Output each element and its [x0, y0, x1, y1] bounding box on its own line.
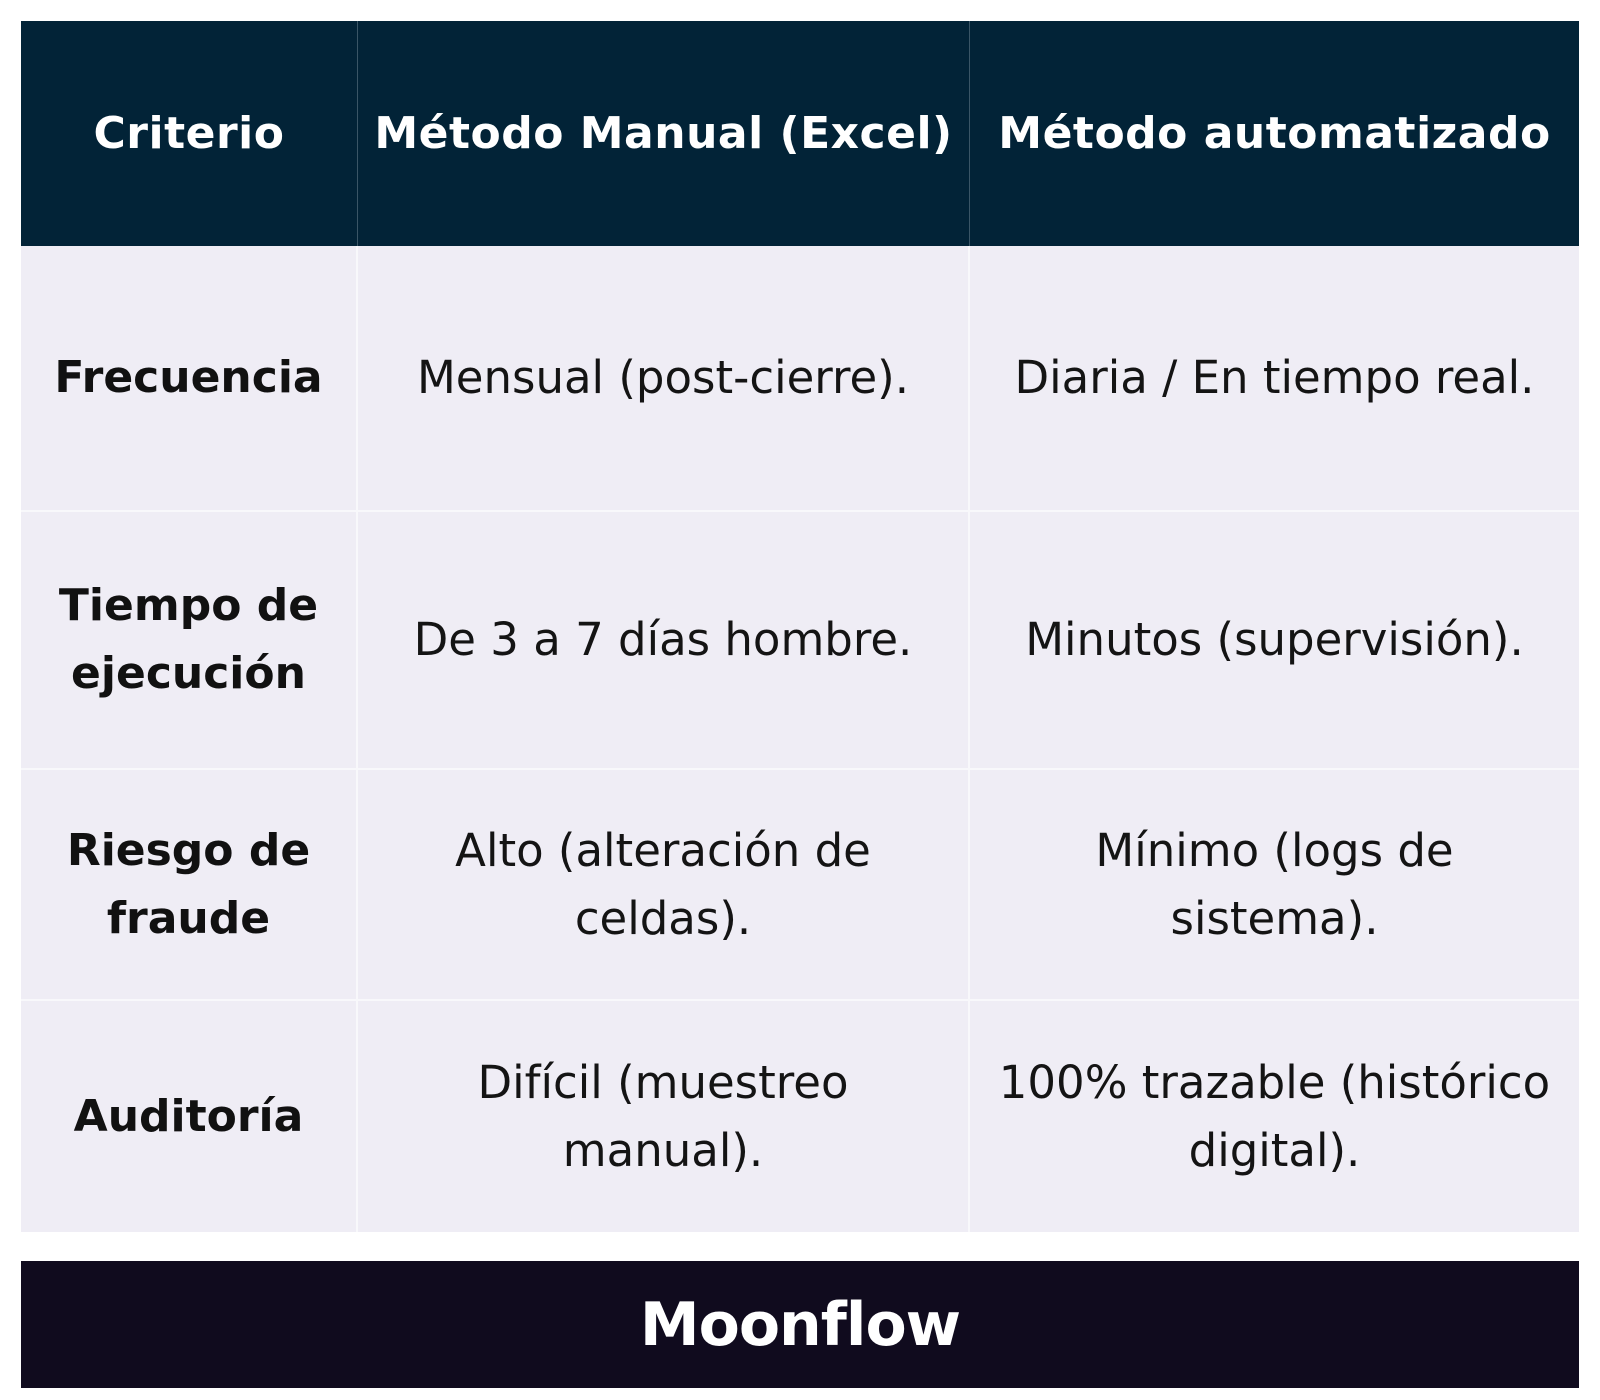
row-manual-tiempo: De 3 a 7 días hombre.: [358, 512, 970, 770]
footer-banner: [21, 1261, 1579, 1388]
row-criterion-frecuencia: Frecuencia: [21, 246, 358, 512]
header-metodo-manual: Método Manual (Excel): [358, 21, 970, 246]
row-auto-riesgo: [970, 770, 1579, 1001]
cell-text: Alto (alteración de celdas).: [455, 823, 871, 945]
comparison-table: [21, 21, 1579, 1232]
cell-text: Mínimo (logs de sistema).: [1095, 823, 1454, 945]
row-criterion-auditoria: Auditoría: [21, 1001, 358, 1232]
cell-text: Difícil (muestreo manual).: [477, 1055, 849, 1177]
row-auto-tiempo: Minutos (supervisión).: [970, 512, 1579, 770]
criterion-label: Riesgo de fraude: [66, 824, 311, 944]
header-metodo-automatizado: Método automatizado: [970, 21, 1579, 246]
cell-text: 100% trazable (histórico digital).: [998, 1055, 1551, 1177]
header-criterio: Criterio: [21, 21, 358, 246]
row-auto-frecuencia: Diaria / En tiempo real.: [970, 246, 1579, 512]
row-criterion-tiempo: [21, 512, 358, 770]
row-manual-frecuencia: Mensual (post-cierre).: [358, 246, 970, 512]
row-criterion-riesgo: [21, 770, 358, 1001]
row-manual-auditoria: [358, 1001, 970, 1232]
criterion-label: Tiempo de ejecución: [58, 580, 319, 699]
row-manual-riesgo: [358, 770, 970, 1001]
row-auto-auditoria: [970, 1001, 1579, 1232]
brand-logo: Moonflow: [639, 1289, 961, 1360]
